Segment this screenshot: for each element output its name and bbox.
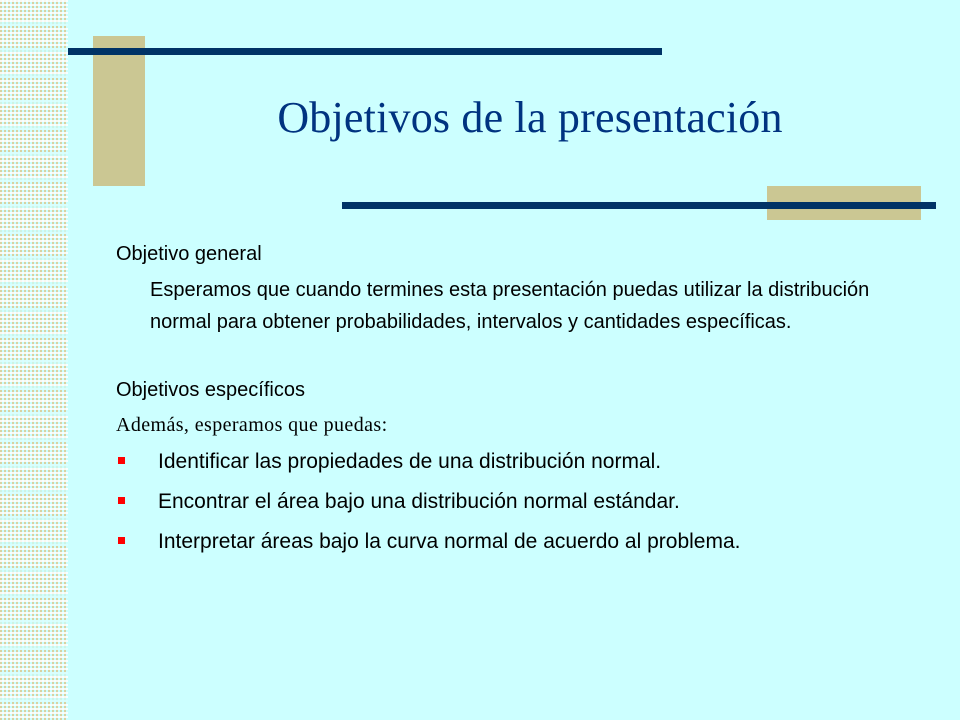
slide-content bbox=[116, 240, 916, 567]
square-bullet-icon bbox=[118, 457, 125, 464]
list-item bbox=[116, 527, 916, 557]
general-objective-text: Esperamos que cuando termines esta presentación puedas utilizar la distribución normal para obtener probabilidades, intervalos y cantidades específicas. bbox=[150, 279, 870, 333]
specific-objectives-list bbox=[116, 447, 916, 557]
square-bullet-icon bbox=[118, 497, 125, 504]
square-bullet-icon bbox=[118, 537, 125, 544]
general-objective-heading: Objetivo general bbox=[116, 243, 262, 265]
decorative-tan-block-top bbox=[93, 36, 145, 186]
decorative-left-strip bbox=[0, 0, 68, 720]
list-item-text: Encontrar el área bajo una distribución normal estándar. bbox=[158, 490, 680, 513]
specific-objectives-intro: Además, esperamos que puedas: bbox=[116, 414, 388, 436]
list-item-text: Interpretar áreas bajo la curva normal de acuerdo al problema. bbox=[158, 530, 741, 553]
slide-title: Objetivos de la presentación bbox=[277, 93, 783, 142]
list-item-text: Identificar las propiedades de una distribución normal. bbox=[158, 450, 662, 473]
list-item bbox=[116, 487, 916, 517]
decorative-navy-line-top bbox=[68, 48, 662, 55]
decorative-navy-line-bottom bbox=[342, 202, 936, 209]
specific-objectives-heading: Objetivos específicos bbox=[116, 379, 305, 401]
list-item bbox=[116, 447, 916, 477]
